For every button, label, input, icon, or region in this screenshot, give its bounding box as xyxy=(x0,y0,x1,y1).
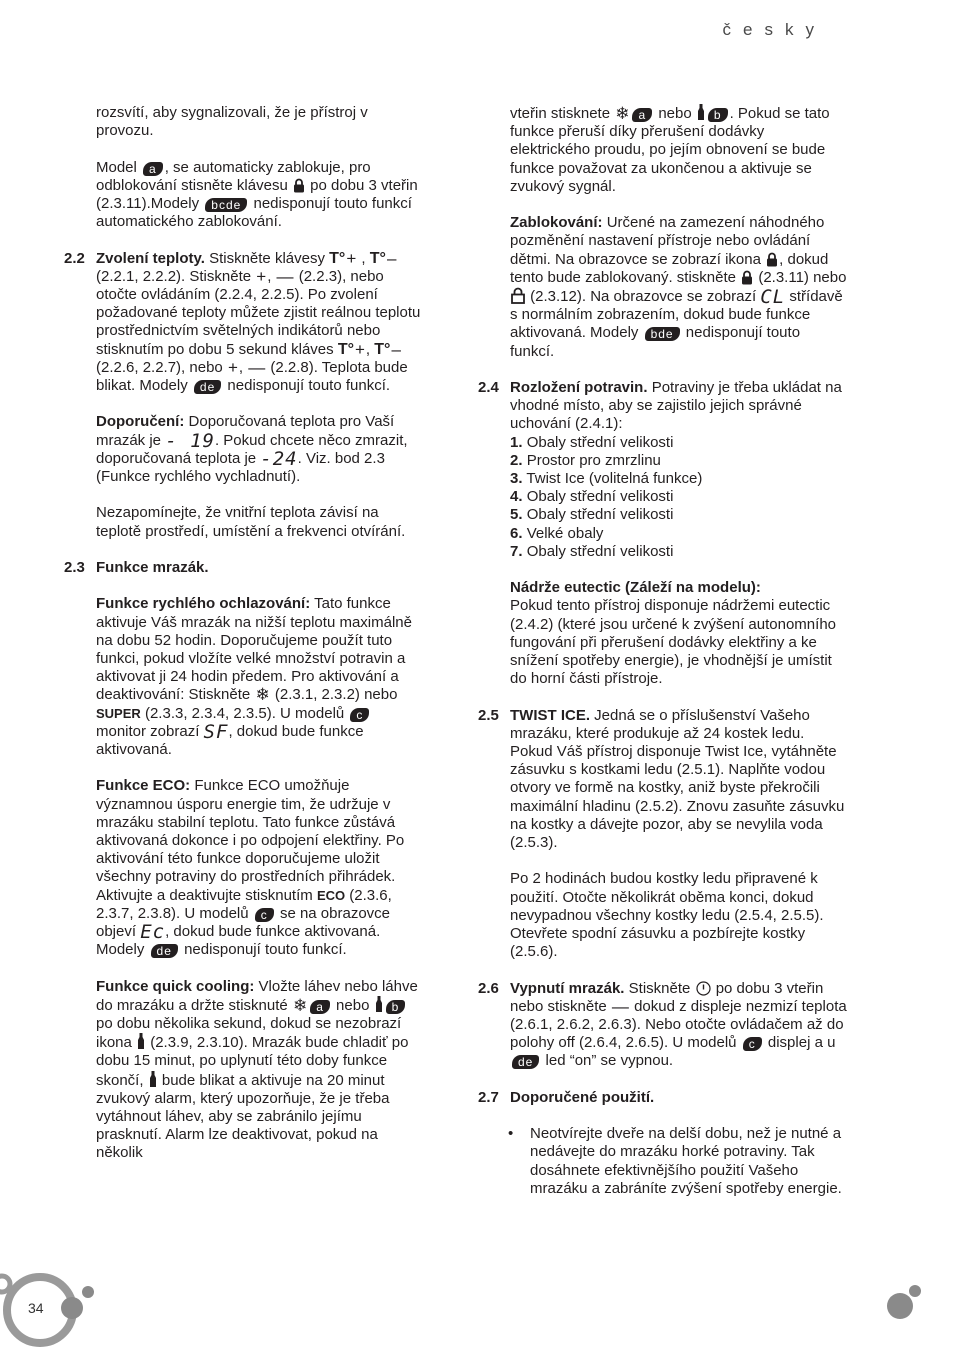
model-c-badge: c xyxy=(255,908,274,922)
model-b-badge: b xyxy=(708,108,728,122)
bottle-icon xyxy=(149,1071,157,1088)
model-c-badge: c xyxy=(350,708,369,722)
section-number: 2.4 xyxy=(478,379,499,397)
model-bcde-badge: bcde xyxy=(205,198,247,212)
quick-cooling-paragraph: Funkce quick cooling: Vložte láhev nebo láhve do mrazáku a držte stisknuté ❄ a nebo b po dobu několika sekund, dokud se nezobrazí ikona (2.3.9, 2.3.10). Mrazák bude chladiť po dobu 15 minut, po uplynutí této doby funkce skončí, bude blikat a aktivuje na 20 minut zvukový alarm, který upozorňuje, že je třeba vytáhnout láhev, aby se zabránilo jejímu prasknutí. Alarm lze deaktivovat, pokud na několik xyxy=(96,977,418,1162)
padlock-outline-icon xyxy=(511,287,525,304)
list-item: 6. Velké obaly xyxy=(510,524,604,542)
display-cl: CL xyxy=(760,286,786,309)
plus-icon: + xyxy=(354,339,365,359)
section-title: TWIST ICE. xyxy=(510,706,590,724)
quick-cooling-continued: vteřin stisknete ❄ a nebo b . Pokud se tato funkce přeruší díky přerušení dodávky elektrického proudu, po jejím obnovení se bude funkce považovat za ukončenou a aktivuje se zvukový sygnál. xyxy=(510,104,830,195)
list-item: 5. Obaly střední velikosti xyxy=(510,506,674,524)
model-b-badge: b xyxy=(386,1000,406,1014)
section-title: Vypnutí mrazák. xyxy=(510,979,625,997)
list-item: 2. Prostor pro zmrzlinu xyxy=(510,451,661,469)
t-degree-label: T° xyxy=(329,249,346,267)
model-a-badge: a xyxy=(310,1000,330,1014)
eco-paragraph: Funkce ECO: Funkce ECO umožňuje významnou úsporu energie tim, že udržuje v mrazáku stabilní teplotu. Tato funkce zůstává aktivovaná dokonce i po odpojení elektřiny. Po aktivování této funkce doporučujeme uložit všechny potraviny do prostředních přihrádek. Aktivujte a deaktivujte stisknutím ECO (2.3.6, 2.3.7, 2.3.8). U modelů c se na obrazovce objeví Ec, dokud bude funkce aktivovaná. Modely de nedisponují touto funkcí. xyxy=(96,777,405,959)
section-number: 2.2 xyxy=(64,249,85,267)
section-number: 2.3 xyxy=(64,559,85,576)
section-2-4: 2.4 Rozložení potravin. Potraviny je třeba ukládat na vhodné místo, aby se zajistilo jejich správné uchování (2.4.1): 1. Obaly střední velikosti 2. Prostor pro zmrzlinu 3. Twist Ice (volitelná funkce) 4. Obaly střední velikosti 5. Obaly střední velikosti 6. Velké obaly 7. Obaly střední velikosti xyxy=(478,379,848,561)
language-label: česky xyxy=(722,20,826,39)
minus-icon: – xyxy=(391,339,401,359)
section-2-5: 2.5 TWIST ICE. Jedná se o příslušenství Vašeho mrazáku, které produkuje až 24 kostek ledu. Pokud Váš přístroj disponuje Twist Ice, vytáhněte zásuvku s kostkami ledu (2.5.1). Naplňte vodou otvory ve formě na kostky, aniž byste překročili maximální hladinu (2.5.2). Znovu zasuňte zásuvku na kostky a dávejte pozor, aby se nevylila voda (2.5.3). xyxy=(478,706,845,852)
display-minus-19: - 19 xyxy=(165,429,215,452)
minus-icon: – xyxy=(386,248,397,268)
page-number: 34 xyxy=(28,1300,44,1316)
lock-icon xyxy=(293,178,305,193)
plus-icon: + xyxy=(346,248,357,268)
model-a-badge: a xyxy=(143,162,163,176)
model-de-badge: de xyxy=(151,944,178,958)
eco-label: ECO xyxy=(316,887,346,903)
list-item: 7. Obaly střední velikosti xyxy=(510,542,674,560)
snowflake-icon: ❄ xyxy=(292,995,308,1015)
right-column xyxy=(478,104,848,1198)
section-number: 2.5 xyxy=(478,706,499,724)
eutectic-paragraph: Nádrže eutectic (Záleží na modelu): Pokud tento přístroj disponuje nádržemi eutectic (2.4.2) (které jsou určené k zvýšení autonomního fungování při přerušení dodávky elektřiny a ke snížení spotřeby energie), je vhodnější je umístit do horní části přístroje. xyxy=(510,579,837,688)
lock-paragraph: Zablokování: Určené na zamezení náhodného pozměnění nastavení přístroje nebo ovládání dětmi. Na obrazovce se zobrazí ikona , dokud tento bude zablokovaný. stiskněte (2.3.11) nebo (2.3.12). Na obrazovce se zobrazí CL střídavě s normálním zobrazením, dokud bude funkce aktivovaná. Modely bde nedisponují touto funkcí. xyxy=(510,214,847,360)
storage-list xyxy=(510,434,848,561)
minus-icon: — xyxy=(248,357,266,377)
right-corner-dots xyxy=(884,1282,924,1322)
model-lock-paragraph: Model a , se automaticky zablokuje, pro odblokování stisněte klávesu po dobu 3 vteřin (2.3.11).Modely bcde nedisponují touto funkcí automatického zablokování. xyxy=(96,158,418,231)
section-number: 2.6 xyxy=(478,979,499,997)
section-title: Funkce mrazák. xyxy=(96,559,209,576)
display-minus-24: -24 xyxy=(260,447,298,470)
page-corner-decoration xyxy=(0,1262,100,1354)
bullet-dot: • xyxy=(508,1125,514,1143)
intro-paragraph: rozsvítí, aby sygnalizovali, že je přístroj v provozu. xyxy=(96,104,368,140)
section-title: Doporučené použití. xyxy=(510,1088,655,1106)
model-bde-badge: bde xyxy=(645,327,680,341)
display-sf: SF xyxy=(203,720,229,743)
list-item: 1. Obaly střední velikosti xyxy=(510,433,674,451)
fast-freeze-paragraph: Funkce rychlého ochlazování: Tato funkce aktivuje Váš mrazák na nižší teplotu maximálně na dobu 52 hodin. Doporučujeme použít tuto funkci, pokud vložíte velké množství potravin a aktivovat ji 24 hodin předem. Pro aktivování a deaktivování: Stiskněte ❄ (2.3.1, 2.3.2) nebo SUPER (2.3.3, 2.3.4, 2.3.5). U modelů c monitor zobrazí SF, dokud bude funkce aktivovaná. xyxy=(96,595,412,759)
model-de-badge: de xyxy=(512,1055,539,1069)
section-2-2: 2.2 Zvolení teploty. Stiskněte klávesy T°+ , T°– (2.2.1, 2.2.2). Stiskněte +, — (2.2.3), nebo otočte ovládáním (2.2.4, 2.2.5). Po zvolení požadované teploty můžete zjistit reálnou teplotu prostřednictvím světelných indikátorů nebo stisknutím po dobu 5 sekund kláves T°+, T°– (2.2.6, 2.2.7), nebo +, — (2.2.8). Teplota bude blikat. Modely de nedisponují touto funkcí. xyxy=(64,248,421,395)
model-de-badge: de xyxy=(194,380,221,394)
lock-icon xyxy=(766,252,778,267)
list-item: 4. Obaly střední velikosti xyxy=(510,488,674,506)
plus-icon: + xyxy=(227,357,238,377)
model-c-badge: c xyxy=(743,1037,762,1051)
lock-icon xyxy=(741,270,753,285)
twist-ice-paragraph-2: Po 2 hodinách budou kostky ledu připravené k použití. Otočte několikrát oběma konci, dokud nevypadnou všechny kostky ledu (2.5.4, 2.5.5). Otevřete spodní zásuvku a pozbírejte kostky (2.5.6). xyxy=(510,870,824,961)
left-column xyxy=(64,104,424,1163)
model-a-badge: a xyxy=(632,108,652,122)
bottle-icon xyxy=(375,996,383,1013)
snowflake-icon: ❄ xyxy=(615,104,630,123)
section-2-6: 2.6 Vypnutí mrazák. Stiskněte po dobu 3 vteřin nebo stiskněte — dokud z displeje nezmizí teplota (2.6.1, 2.6.2, 2.6.3). Nebo otočte ovládačem až do polohy off (2.6.4, 2.6.5). U modelů c displej a u de led “on” se vypnou. xyxy=(478,979,847,1070)
section-2-7 xyxy=(478,1089,848,1107)
bottle-icon xyxy=(697,104,705,121)
bottle-icon xyxy=(137,1033,145,1050)
list-item: 3. Twist Ice (volitelná funkce) xyxy=(510,470,703,488)
display-ec: Ec xyxy=(140,921,166,944)
plus-icon: + xyxy=(256,266,267,286)
power-icon xyxy=(696,981,711,996)
remember-paragraph: Nezapomínejte, že vnitřní teplota závisí na teplotě prostředí, umístění a frekvenci otvírání. xyxy=(96,504,406,540)
section-title: Rozložení potravin. xyxy=(510,379,648,397)
section-title: Zvolení teploty. xyxy=(96,249,205,267)
minus-icon: — xyxy=(611,996,629,1016)
snowflake-icon: ❄ xyxy=(255,685,270,705)
section-number: 2.7 xyxy=(478,1088,499,1106)
section-2-3 xyxy=(64,559,424,577)
bullet-item: • Neotvírejte dveře na delší dobu, než je nutné a nedávejte do mrazáku horké potraviny. Tak dosáhnete efektivnějšího použití Vašeho mrazáku a zabráníte zvýšení spotřeby energie. xyxy=(508,1125,842,1197)
super-label: SUPER xyxy=(96,705,141,721)
minus-icon: — xyxy=(276,266,294,286)
recommendation-paragraph: Doporučení: Doporučovaná teplota pro Vaší mrazák je - 19. Pokud chcete něco zmrazit, doporučovaná teplota je -24. Viz. bod 2.3 (Funkce rychlého vychladnutí). xyxy=(96,413,408,486)
